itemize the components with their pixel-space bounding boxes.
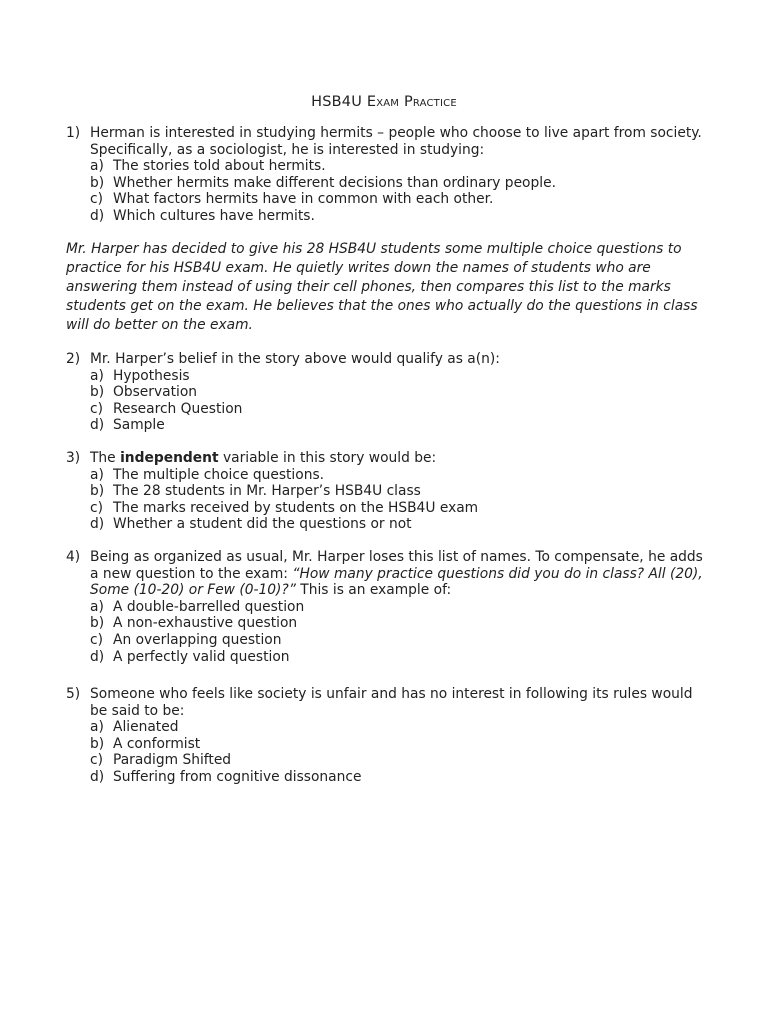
question-1-text: Herman is interested in studying hermits – people who choose to live apart from society. Specifically, as a sociologist, he is interested in studying: — [90, 125, 702, 158]
option-letter: a) — [90, 598, 104, 615]
question-4-option-a — [90, 599, 706, 616]
question-4-quoted-question: “How many practice questions did you do in class? All (20), Some (10-20) or Few (0-10)?” — [90, 565, 703, 599]
question-1-stem — [66, 125, 706, 158]
question-3-number: 3) — [66, 450, 81, 466]
question-1-option-d — [90, 208, 706, 225]
option-text: Alienated — [113, 719, 179, 736]
question-1-options — [66, 158, 706, 224]
question-1-number: 1) — [66, 125, 81, 141]
option-text: Hypothesis — [113, 367, 190, 384]
option-text: The multiple choice questions. — [113, 466, 325, 483]
question-2-number: 2) — [66, 351, 81, 367]
option-text: The 28 students in Mr. Harper’s HSB4U class — [113, 483, 421, 500]
question-3-option-c — [90, 500, 706, 517]
option-letter: a) — [90, 367, 104, 384]
question-5 — [66, 686, 706, 786]
question-2-stem — [66, 351, 706, 368]
question-2-options — [66, 368, 706, 434]
option-text: Whether a student did the questions or not — [113, 516, 412, 533]
question-5-text: Someone who feels like society is unfair and has no interest in following its rules would be said to be: — [90, 686, 693, 719]
question-3-stem — [66, 450, 706, 467]
option-text: A conformist — [113, 735, 201, 752]
question-3-option-a — [90, 467, 706, 484]
question-4-number: 4) — [66, 549, 81, 565]
question-2-option-b — [90, 384, 706, 401]
option-text: Whether hermits make different decisions than ordinary people. — [113, 174, 556, 191]
question-4-option-b — [90, 615, 706, 632]
question-3-emphasis: independent — [120, 450, 219, 466]
option-letter: b) — [90, 384, 105, 401]
option-text: An overlapping question — [113, 631, 282, 648]
title-rest: Exam Practice — [366, 94, 457, 110]
option-text: Suffering from cognitive dissonance — [113, 768, 362, 785]
option-text: A non-exhaustive question — [113, 615, 298, 632]
question-2 — [66, 351, 706, 434]
question-4 — [66, 549, 706, 665]
option-letter: d) — [90, 648, 105, 665]
option-text: Sample — [113, 417, 165, 434]
question-5-number: 5) — [66, 686, 81, 702]
option-letter: d) — [90, 516, 105, 533]
question-5-option-c — [90, 752, 706, 769]
question-1-option-b — [90, 175, 706, 192]
option-letter: a) — [90, 158, 104, 175]
question-1-option-a — [90, 158, 706, 175]
question-3-option-d — [90, 516, 706, 533]
question-1-option-c — [90, 191, 706, 208]
question-5-option-d — [90, 769, 706, 786]
option-text: The stories told about hermits. — [113, 158, 326, 175]
question-2-option-a — [90, 368, 706, 385]
question-1 — [66, 125, 706, 225]
question-4-option-c — [90, 632, 706, 649]
option-letter: c) — [90, 400, 103, 417]
question-5-option-b — [90, 736, 706, 753]
option-text: Research Question — [113, 400, 243, 417]
question-4-options — [66, 599, 706, 665]
page-title — [0, 93, 768, 111]
option-letter: c) — [90, 499, 103, 516]
option-text: A double-barrelled question — [113, 598, 305, 615]
question-3-text-before: The — [90, 450, 116, 466]
question-4-text-before: Being as organized as usual, Mr. Harper loses this list of names. To compensate, he adds a new question to the exam: — [90, 549, 703, 582]
question-5-stem — [66, 686, 706, 719]
option-letter: c) — [90, 752, 103, 769]
scenario-paragraph: Mr. Harper has decided to give his 28 HSB4U students some multiple choice questions to practice for his HSB4U exam. He quietly writes down the names of students who are answering them instead of using their cell phones, then compares this list to the marks students get on the exam. He believes that the ones who actually do the questions in class will do better on the exam. — [66, 241, 698, 333]
option-letter: a) — [90, 466, 104, 483]
question-2-option-d — [90, 417, 706, 434]
option-text: Observation — [113, 384, 198, 401]
question-4-text-after: This is an example of: — [300, 582, 452, 599]
question-5-options — [66, 719, 706, 785]
option-letter: b) — [90, 615, 105, 632]
option-letter: b) — [90, 174, 105, 191]
option-letter: c) — [90, 191, 103, 208]
question-4-option-d — [90, 649, 706, 666]
option-letter: d) — [90, 417, 105, 434]
question-3 — [66, 450, 706, 533]
option-letter: c) — [90, 631, 103, 648]
option-text: The marks received by students on the HSB4U exam — [113, 499, 479, 516]
question-3-text-after: variable in this story would be: — [222, 450, 437, 466]
option-letter: d) — [90, 768, 105, 785]
option-letter: b) — [90, 735, 105, 752]
question-3-options — [66, 467, 706, 533]
title-course: HSB4U — [311, 94, 363, 110]
question-2-option-c — [90, 401, 706, 418]
option-text: A perfectly valid question — [113, 648, 290, 665]
question-5-option-a — [90, 719, 706, 736]
question-2-text: Mr. Harper’s belief in the story above would qualify as a(n): — [90, 351, 500, 367]
option-letter: d) — [90, 207, 105, 224]
option-text: Paradigm Shifted — [113, 752, 232, 769]
question-4-stem — [66, 549, 706, 599]
option-letter: b) — [90, 483, 105, 500]
option-text: What factors hermits have in common with each other. — [113, 191, 494, 208]
option-text: Which cultures have hermits. — [113, 207, 315, 224]
option-letter: a) — [90, 719, 104, 736]
question-3-option-b — [90, 483, 706, 500]
